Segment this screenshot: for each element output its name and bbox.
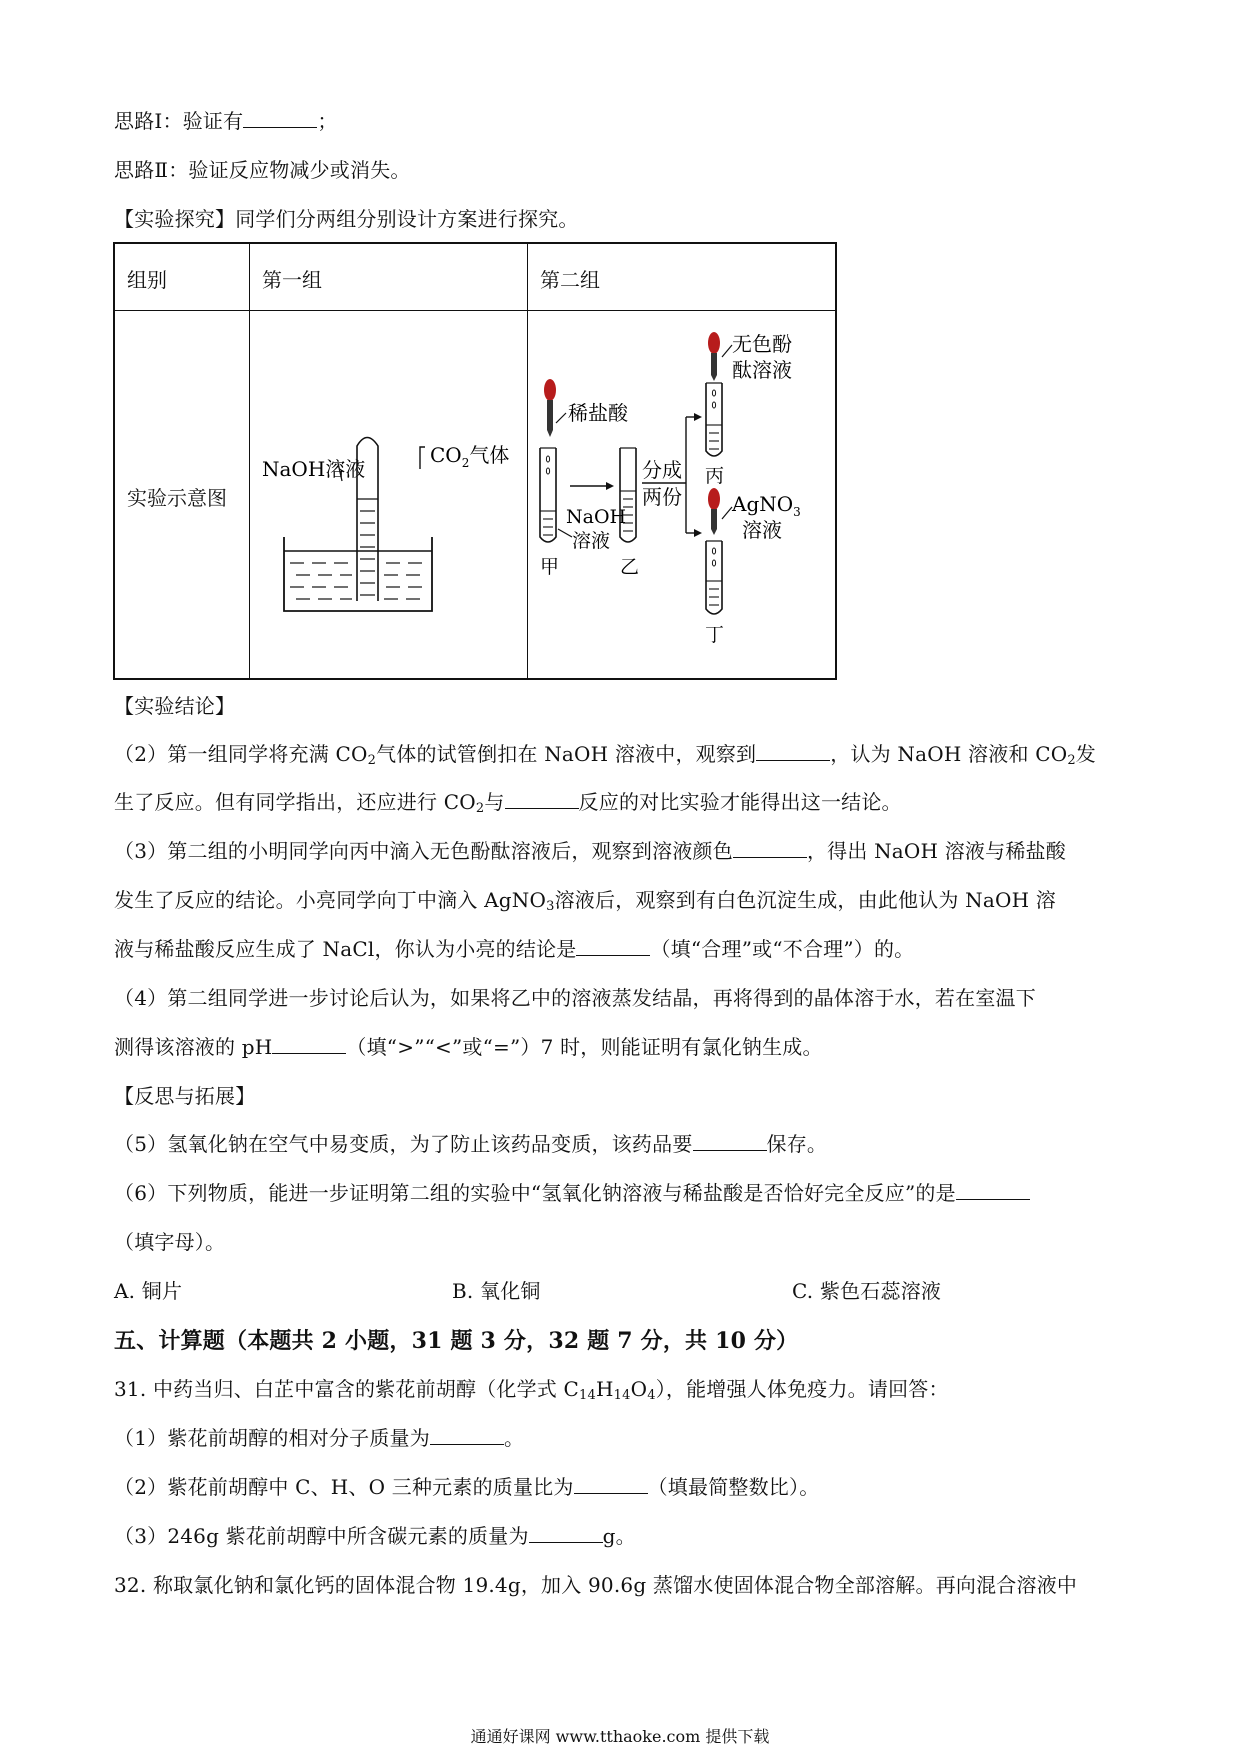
phenolphthalein-line1: 无色酚 [732,332,792,356]
header-first-group: 第一组 [262,268,322,292]
question-31: 31. 中药当归、白芷中富含的紫花前胡醇（化学式 $C_{14}H_{14}O_4$），能增强人体免疫力。请回答： [114,1377,949,1403]
row-label-diagram: 实验示意图 [127,486,227,510]
answer-blank[interactable] [430,1426,504,1445]
option-c: C. 紫色石蕊溶液 [792,1279,942,1303]
test-tube-bing [706,383,722,456]
question-6-line1: （6）下列物质，能进一步证明第二组的实验中“氢氧化钠溶液与稀盐酸是否恰好完全反应”的是 [114,1177,1030,1206]
tube-yi-label: 乙 [620,556,640,578]
question-31-3: （3）246g 紫花前胡醇中所含碳元素的质量为 g。 [114,1524,636,1548]
page-footer: 通通好课网 www.tthaoke.com 提供下载 [470,1727,770,1746]
answer-blank[interactable] [756,742,830,761]
tube-bing-label: 丙 [705,465,725,487]
question-4-line1: （4）第二组同学进一步讨论后认为，如果将乙中的溶液蒸发结晶，再将得到的晶体溶于水，若在室温下 [114,986,1036,1010]
svg-text:CO2气体: $CO_2$气体 [430,443,510,470]
answer-blank[interactable] [505,790,579,809]
header-second-group: 第二组 [540,268,600,292]
thought-1-text: 思路Ⅰ：验证有 [114,109,244,133]
thought-2: 思路Ⅱ：验证反应物减少或消失。 [114,158,411,182]
naoh-solution-label: NaOH溶液 [262,457,366,481]
co2-label [430,443,509,470]
dropper-icon [708,332,720,381]
agno3-line2: 溶液 [742,518,782,542]
answer-blank[interactable] [693,1132,767,1151]
answer-blank[interactable] [272,1035,346,1054]
dropper-icon [544,379,556,437]
question-3-line1: （3）第二组的小明同学向丙中滴入无色酚酞溶液后，观察到溶液颜色 ，得出 NaOH 溶液与稀盐酸 [114,839,1066,863]
beaker [284,537,432,611]
answer-blank[interactable] [576,937,650,956]
question-2-line2: 生了反应。但有同学指出，还应进行 $CO_2$与 反应的对比实验才能得出这一结论。 [114,790,902,816]
question-32: 32. 称取氯化钠和氯化钙的固体混合物 19.4g，加入 90.6g 蒸馏水使固体混合物全部溶解。再向混合溶液中 [114,1573,1078,1597]
answer-blank[interactable] [529,1524,603,1543]
question-31-2: （2）紫花前胡醇中 C、H、O 三种元素的质量比为 （填最简整数比）。 [114,1475,820,1499]
question-3-line3: 液与稀盐酸反应生成了 NaCl，你认为小亮的结论是 （填“合理”或“不合理”）的。 [114,937,915,961]
phenolphthalein-line2: 酞溶液 [732,358,792,382]
thought-1-suffix: ； [317,109,338,133]
option-a: A. 铜片 [114,1279,183,1303]
test-tube-ding [706,541,722,614]
arrow-icon [694,529,702,537]
option-b: B. 氧化铜 [452,1279,541,1303]
naoh-line2: 溶液 [572,530,611,552]
reflection-heading: 【反思与拓展】 [114,1084,256,1108]
group1-diagram [250,311,526,678]
question-5: （5）氢氧化钠在空气中易变质，为了防止该药品变质，该药品要 保存。 [114,1132,828,1156]
calc-section-heading: 五、计算题（本题共 2 小题，31 题 3 分，32 题 7 分，共 10 分） [114,1328,799,1354]
header-group: 组别 [127,268,167,292]
dilute-hcl-label: 稀盐酸 [568,401,628,425]
tube-jia-label: 甲 [540,556,560,578]
answer-blank[interactable] [574,1475,648,1494]
answer-blank[interactable] [956,1181,1030,1200]
svg-text:AgNO3: AgNO$_3$ [732,492,801,519]
question-6-line2: （填字母）。 [114,1230,226,1254]
thought-1 [114,105,338,134]
question-3-line2: 发生了反应的结论。小亮同学向丁中滴入 AgNO$_3$溶液后，观察到有白色沉淀生成，由此他认为 NaOH 溶 [114,888,1056,914]
split-line1: 分成 [642,458,682,482]
arrow-icon [694,413,702,421]
split-line2: 两份 [642,485,682,509]
question-4-line2: 测得该溶液的 pH （填“>”“<”或“=”）7 时，则能证明有氯化钠生成。 [114,1035,823,1059]
question-2-line1: （2）第一组同学将充满 $CO_2$气体的试管倒扣在 NaOH 溶液中，观察到 ，认为 NaOH 溶液和 $CO_2$发 [114,742,1096,768]
answer-blank[interactable] [733,839,807,858]
explore-heading: 【实验探究】同学们分两组分别设计方案进行探究。 [114,207,579,231]
tube-ding-label: 丁 [705,624,725,646]
conclusion-heading: 【实验结论】 [114,694,236,718]
group2-diagram [528,311,836,678]
liquid-hatching [290,499,422,599]
naoh-line1: NaOH [566,506,627,528]
question-31-1: （1）紫花前胡醇的相对分子质量为 。 [114,1426,525,1450]
dropper-icon [708,488,720,535]
agno3-label [731,492,801,519]
experiment-table [113,242,837,680]
answer-blank[interactable] [243,109,317,128]
